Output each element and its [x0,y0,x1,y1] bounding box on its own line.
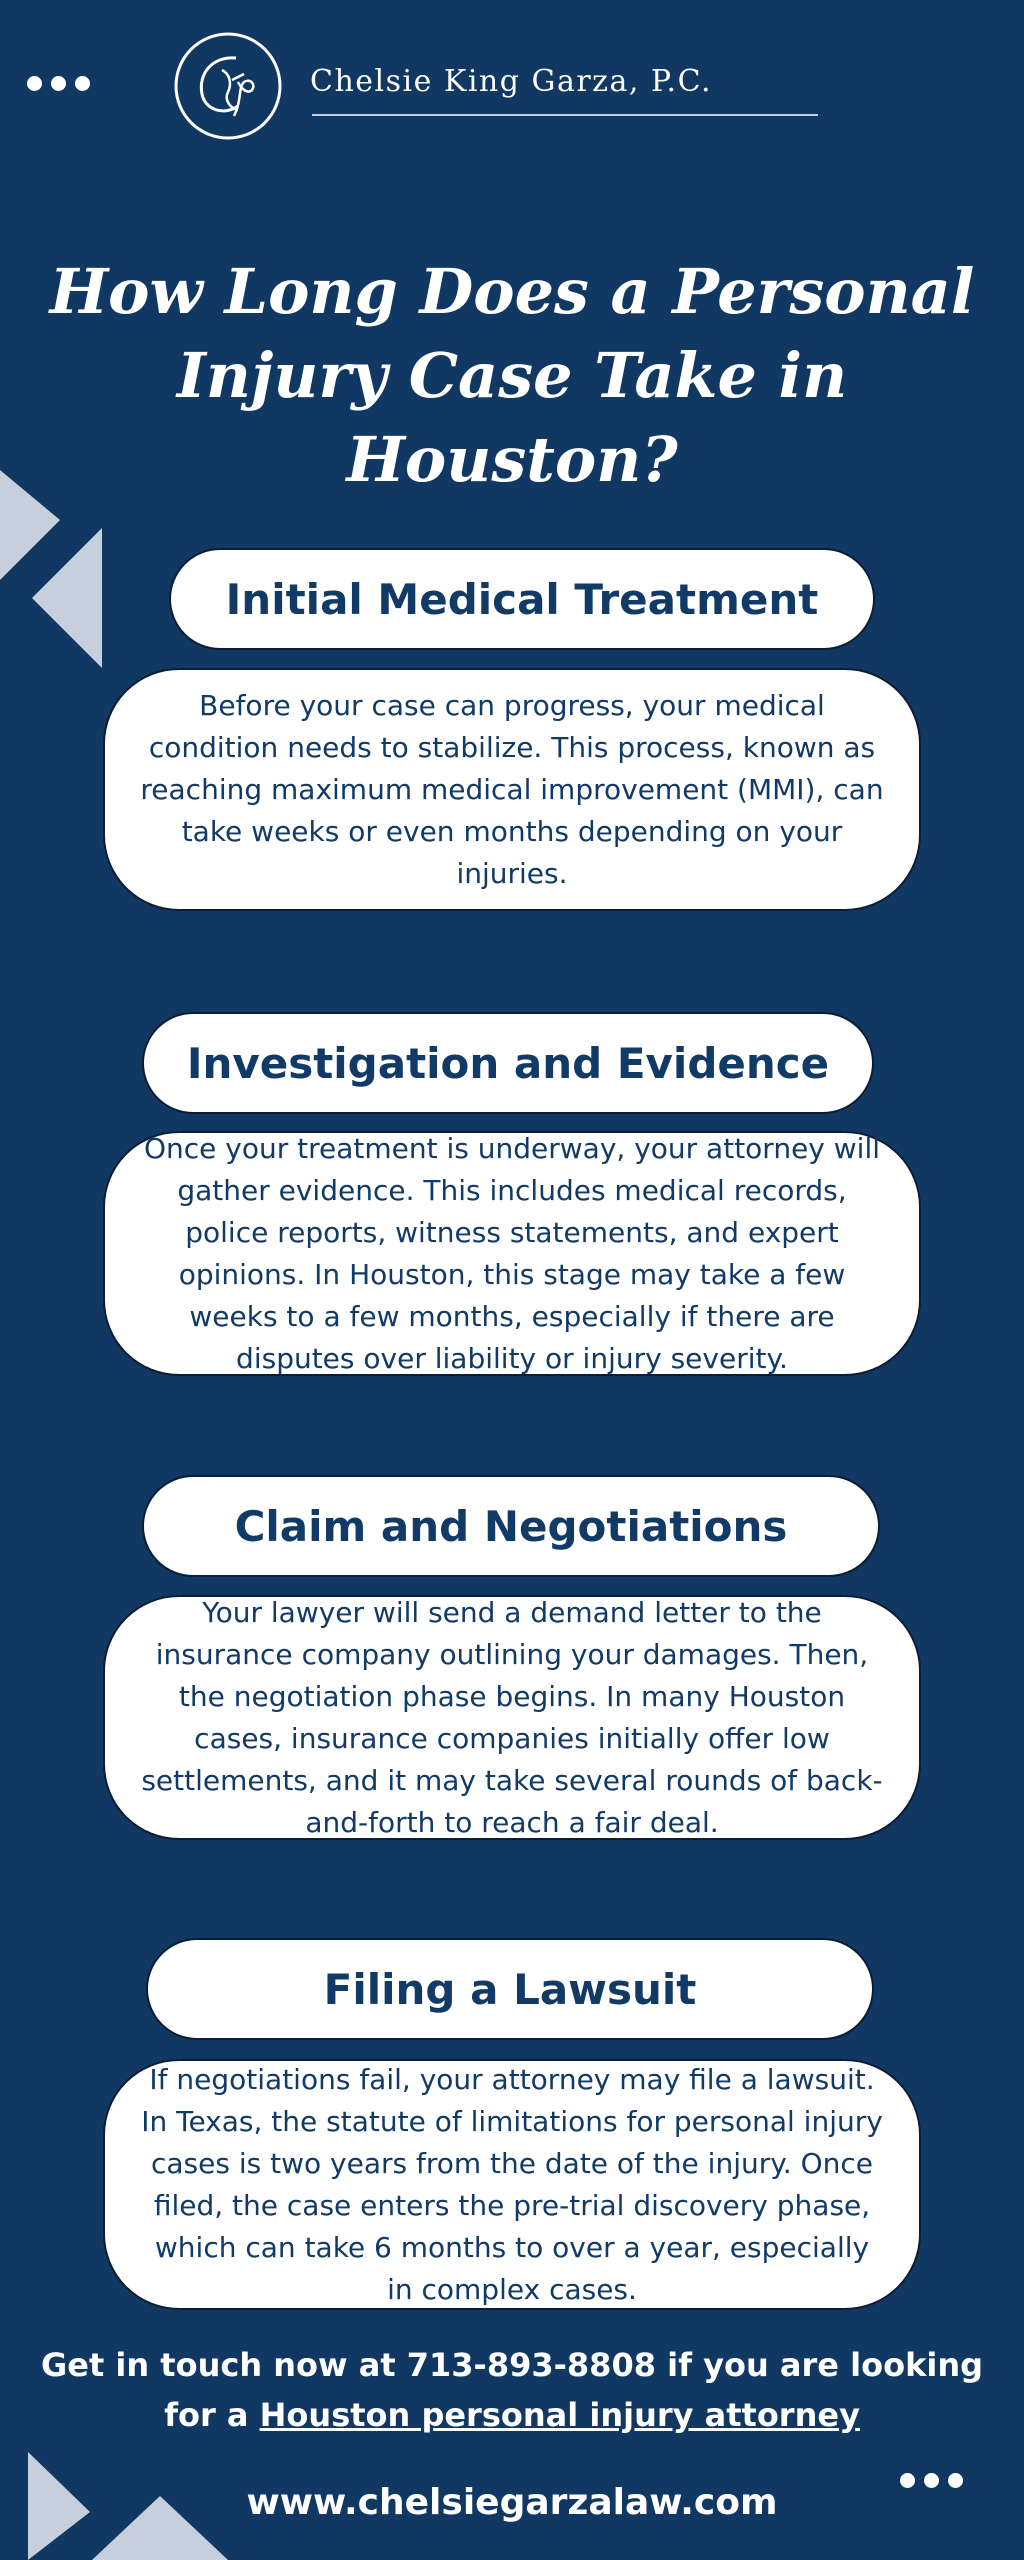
page-title: How Long Does a Personal Injury Case Take in Houston? [49,255,975,496]
section-heading-initial-medical-treatment: Initial Medical Treatment [169,548,875,650]
call-to-action [40,2340,984,2440]
section-card-initial-medical-treatment [103,668,921,911]
firm-logo[interactable] [172,30,828,148]
section-body: Before your case can progress, your medical condition needs to stabilize. This process, known as reaching maximum medical improvement (MMI), can take weeks or even months depending on your injuries. [140,688,884,890]
section-heading-claim-and-negotiations: Claim and Negotiations [142,1475,880,1577]
cta-text: Get in touch now at 713-893-8808 if you are looking for a [41,2346,983,2434]
section-card-claim-and-negotiations [103,1595,921,1840]
monogram-logo-icon [172,30,284,142]
section-card-filing-a-lawsuit [103,2059,921,2310]
decorative-triangles [0,470,110,670]
section-body: Your lawyer will send a demand letter to the insurance company outlining your damages. Then, the negotiation phase begins. In many Houston cases, insurance companies initially offer low settlements, and it may take several rounds of back-and-forth to reach a fair deal. [141,1595,883,1839]
more-dots-icon[interactable] [27,76,90,91]
section-heading-filing-a-lawsuit: Filing a Lawsuit [146,1938,874,2040]
section-body: Once your treatment is underway, your attorney will gather evidence. This includes medical records, police reports, witness statements, and expert opinions. In Houston, this stage may take a few weeks to a few months, especially if there are disputes over liability or injury severity. [143,1131,881,1375]
section-body: If negotiations fail, your attorney may file a lawsuit. In Texas, the statute of limitations for personal injury cases is two years from the date of the injury. Once filed, the case enters the pre-trial discovery phase, which can take 6 months to over a year, especially in complex cases. [141,2062,883,2306]
more-dots-icon[interactable] [900,2473,963,2488]
website-url[interactable]: www.chelsiegarzalaw.com [246,2482,778,2523]
section-card-investigation-and-evidence [103,1131,921,1376]
section-heading-investigation-and-evidence: Investigation and Evidence [142,1012,874,1114]
logo-divider [312,114,818,116]
attorney-link[interactable]: Houston personal injury attorney [259,2396,860,2434]
firm-name: Chelsie King Garza, P.C. [310,64,712,99]
